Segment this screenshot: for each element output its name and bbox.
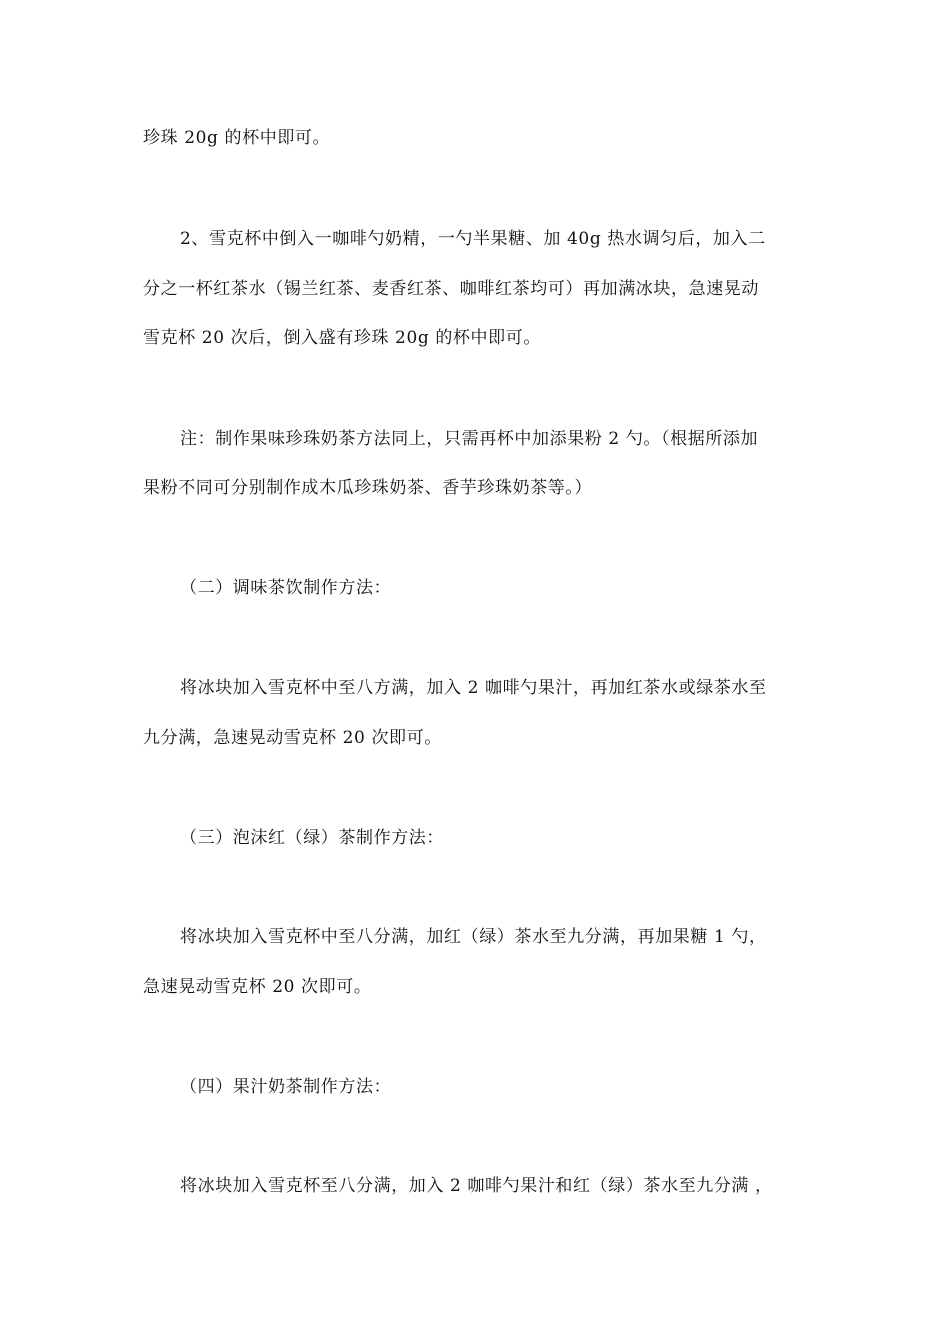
paragraph-line: 将冰块加入雪克杯中至八分满，加红（绿）茶水至九分满，再加果糖 1 勺， [180,927,767,947]
section-heading-2: （二）调味茶饮制作方法： [180,578,392,598]
section-heading-4: （四）果汁奶茶制作方法： [180,1077,392,1097]
paragraph-line: 雪克杯 20 次后，倒入盛有珍珠 20g 的杯中即可。 [143,328,541,348]
note-line: 果粉不同可分别制作成木瓜珍珠奶茶、香芋珍珠奶茶等。） [143,478,593,498]
paragraph-line-step-2: 2、雪克杯中倒入一咖啡勺奶精，一勺半果糖、加 40g 热水调匀后，加入二 [180,229,766,249]
paragraph-line: 将冰块加入雪克杯中至八方满，加入 2 咖啡勺果汁，再加红茶水或绿茶水至 [180,678,767,698]
paragraph-line: 九分满，急速晃动雪克杯 20 次即可。 [143,728,442,748]
section-heading-3: （三）泡沫红（绿）茶制作方法： [180,828,444,848]
note-line: 注：制作果味珍珠奶茶方法同上，只需再杯中加添果粉 2 勺。（根据所添加 [180,429,759,449]
paragraph-line: 将冰块加入雪克杯至八分满，加入 2 咖啡勺果汁和红（绿）茶水至九分满 ， [180,1176,773,1196]
paragraph-line: 分之一杯红茶水（锡兰红茶、麦香红茶、咖啡红茶均可）再加满冰块，急速晃动 [143,279,759,299]
paragraph-line: 急速晃动雪克杯 20 次即可。 [143,977,372,997]
paragraph-line-continuation: 珍珠 20g 的杯中即可。 [143,128,331,148]
